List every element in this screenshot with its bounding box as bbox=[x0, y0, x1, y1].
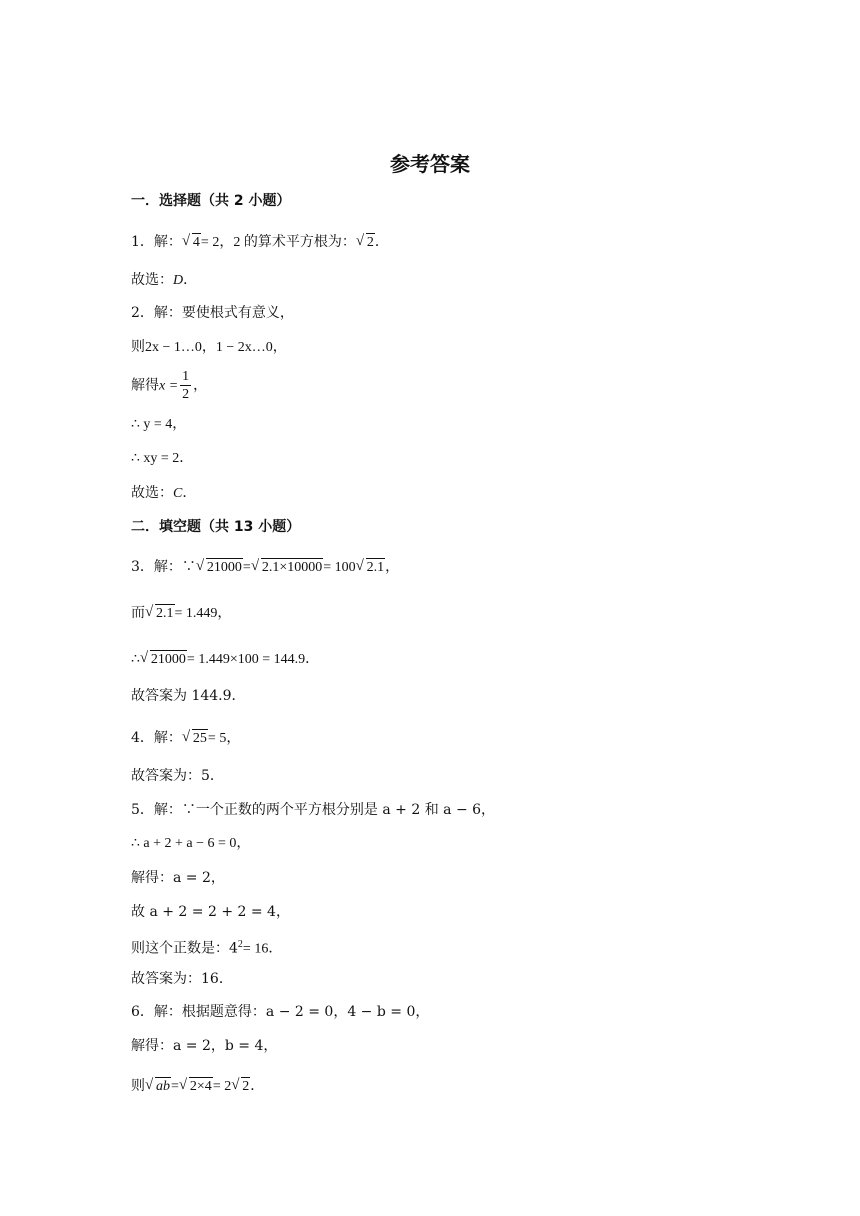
answer-line: 故答案为：5． bbox=[131, 768, 224, 784]
answer-line: 而√ 2.1= 1.449， bbox=[131, 603, 231, 624]
answer-line: 解得：a = 2，b = 4， bbox=[131, 1038, 278, 1054]
answer-line: 4．解：√ 25= 5， bbox=[131, 728, 240, 749]
answer-line: 2．解：要使根式有意义， bbox=[131, 305, 294, 321]
answer-line: 解得：a = 2， bbox=[131, 870, 225, 886]
answer-line: ∴ y = 4， bbox=[131, 417, 187, 432]
section-heading-choice: 一．选择题（共 2 小题） bbox=[131, 193, 291, 209]
answer-line: 则2x − 1…0，1 − 2x…0， bbox=[131, 339, 287, 355]
answer-line: 故 a + 2 = 2 + 2 = 4， bbox=[131, 904, 290, 920]
answer-line: 6．解：根据题意得：a − 2 = 0，4 − b = 0， bbox=[131, 1004, 430, 1020]
answer-line: ∴ a + 2 + a − 6 = 0， bbox=[131, 836, 251, 851]
answer-line: ∴ xy = 2． bbox=[131, 451, 194, 466]
answer-line: 则这个正数是：$4^2= 16$． bbox=[131, 939, 283, 957]
answer-line: ∴√ 21000= 1.449×100 = 144.9． bbox=[131, 649, 319, 670]
answer-line: 3．解：∵√ 21000=√ 2.1×10000= 100√ 2.1， bbox=[131, 557, 399, 578]
answer-line: 解得x = $\frac{1}{2}$ ， bbox=[131, 369, 208, 402]
answer-line: 故答案为 144.9． bbox=[131, 688, 246, 704]
answer-line: 故选：C． bbox=[131, 485, 197, 501]
answer-line: 1．解：√ 4= 2，2 的算术平方根为：√ 2． bbox=[131, 232, 389, 253]
page-title: 参考答案 bbox=[390, 152, 470, 176]
section-heading-fill: 二．填空题（共 13 小题） bbox=[131, 519, 301, 535]
answer-line: 故答案为：16． bbox=[131, 971, 233, 987]
answer-line: 故选：D． bbox=[131, 272, 198, 288]
answer-line: 则√ ab=√ 2×4= 2√ 2． bbox=[131, 1076, 264, 1097]
answer-line: 5．解：∵一个正数的两个平方根分别是 a + 2 和 a − 6， bbox=[131, 802, 496, 818]
